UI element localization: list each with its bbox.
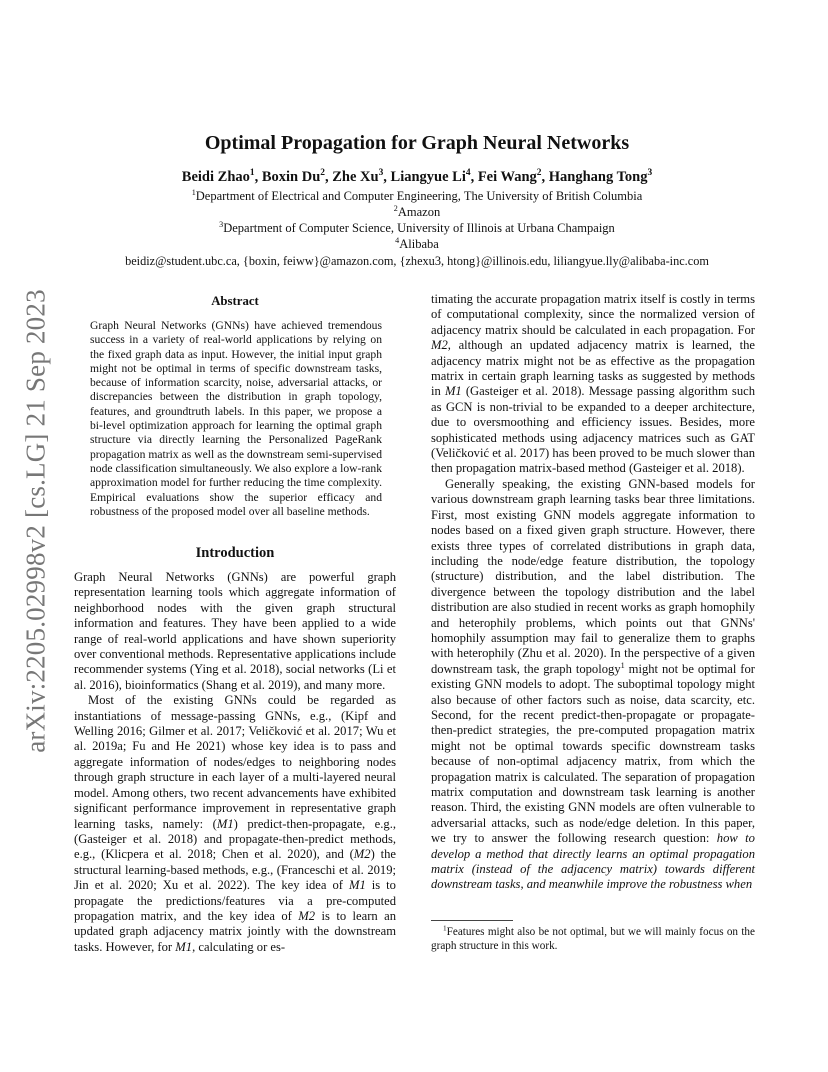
author: Zhe Xu$^3$ [332,168,384,185]
paper-header [70,130,764,269]
author: Beidi Zhao$^1$ [181,168,255,185]
right-paragraph-1: timating the accurate propagation matrix itself is costly in terms of computational complexity, since the normalized version of adjacency matrix should be calculated in each propagation. For M2, although an updated adjacency matrix is learned, the adjacency matrix might not be as effective as the propagation matrix in certain graph learning tasks as suggested by methods in M1 (Gasteiger et al. 2018). Message passing algorithm such as GCN is non-trivial to be expanded to a deeper architecture, due to oversmoothing and efficiency issues. Besides, more sophisticated methods using adjacency matrices such as GAT (Veličković et al. 2017) has been proved to be much slower than then propagation matrix-based method (Gasteiger et al. 2018). [431,292,755,476]
arxiv-sidebar-stamp [16,286,56,756]
intro-paragraph-2: Most of the existing GNNs could be regarded as instantiations of message-passing GNNs, e.g., (Kipf and Welling 2016; Gilmer et al. 2017; Veličković et al. 2017; Wu et al. 2019a; Fu and He 2021) whose key idea is to pass and aggregate information of nodes/edges to neighboring nodes through graph structure in each layer of a multi-layered neural model. Among others, two recent advancements have exhibited significant performance improvement in representative graph learning tasks, namely: (M1) predict-then-propagate, e.g., (Gasteiger et al. 2018) and propagate-then-predict methods, e.g., (Klicpera et al. 2018; Chen et al. 2020), and (M2) the structural learning-based methods, e.g., (Franceschi et al. 2019; Jin et al. 2020; Xu et al. 2022). The key idea of M1 is to propagate the predictions/features via a pre-computed propagation matrix, and the key idea of M2 is to learn an updated graph adjacency matrix jointly with the downstream tasks. However, for M1, calculating or es- [74,693,397,954]
author: Hanghang Tong$^3$ [548,168,653,185]
author: Liangyue Li$^4$ [390,168,471,185]
footnote-ref: 1 [620,660,625,670]
right-paragraph-2: Generally speaking, the existing GNN-based models for various downstream graph learning tasks bear three limitations. First, most existing GNN models aggregate information to nodes based on a fixed given graph structure. However, there exists three types of correlated distributions in graph data, including the node/edge feature distribution, the topology (structure) distribution, and the label distribution. The divergence between the topology distribution and the label distribution are also studied in recent works as graph homophily and heterophily problems, which points out that GNNs' homophily assumption may fail to generalize them to graphs with heterophily (Zhu et al. 2020). In the perspective of a given downstream task, the graph topology$^1$ might not be optimal for existing GNN models to adopt. The suboptimal topology might also because of other factors such as noise, data scarcity, etc. Second, for the recent predict-then-propagate or propagate-then-predict strategies, the pre-computed propagation matrix might not be optimal towards specific downstream tasks because of non-optimal adjacency matrix, from which the propagation matrix is calculated. The separation of propagation matrix computation and downstream task learning is another reason. Third, the existing GNN models are often vulnerable to adversarial attacks, such as node/edge deletion. In this paper, we try to answer the following research question: how to develop a method that directly learns an optimal propagation matrix (instead of the adjacency matrix) towards different downstream tasks, and meanwhile improve the robustness when [431,476,755,892]
research-question: how to develop a method that directly learns an optimal propagation matrix (instead of the adjacency matrix) towards different downstream tasks, and meanwhile improve the robustness when [431,831,755,892]
author-list: Beidi Zhao$^1$, Boxin Du$^2$, Zhe Xu$^3$, Liangyue Li$^4$, Fei Wang$^2$, Hanghang Tong$^3$ [181,168,653,185]
affiliation: $^2$Amazon [393,203,441,219]
abstract-text: Graph Neural Networks (GNNs) have achieved tremendous success in a variety of real-world applications by relying on the fixed graph data as input. However, the initial input graph might not be optimal in terms of specific downstream tasks, because of information scarcity, noise, adversarial attacks, or discrepancies between the distribution in graph topology, features, and groundtruth labels. In this paper, we propose a bi-level optimization approach for learning the optimal graph structure via directly learning the Personalized PageRank propagation matrix as well as the downstream semi-supervised node classification simultaneously. We also explore a low-rank approximation model for further reducing the time complexity. Empirical evaluations show the superior efficacy and robustness of the proposed model over all baseline methods. [90,319,382,518]
paper-title: Optimal Propagation for Graph Neural Networks [204,132,630,154]
author: Boxin Du$^2$ [261,168,325,185]
affiliation: $^4$Alibaba [395,235,439,251]
affiliation: $^1$Department of Electrical and Computer Engineering, The University of British Columbia [191,187,643,203]
arxiv-identifier: arXiv:2205.02998v2 [cs.LG] 21 Sep 2023 [20,289,51,753]
author: Fei Wang$^2$ [477,168,542,185]
introduction-heading: Introduction [195,545,275,561]
intro-paragraph-1: Graph Neural Networks (GNNs) are powerful graph representation learning tools which aggregate information of neighborhood nodes with the given graph structural information and features. They have been applied to a wide range of real-world applications and have shown superiority over conventional methods. Representative applications include recommender systems (Ying et al. 2018), social networks (Li et al. 2016), bioinformatics (Shang et al. 2019), and many more. [74,570,396,692]
author-emails: beidiz@student.ubc.ca, {boxin, feiww}@amazon.com, {zhexu3, htong}@illinois.edu, liliangyue.lly@alibaba-inc.com [125,254,709,268]
right-column-body [431,292,755,893]
abstract-heading: Abstract [211,294,259,308]
left-column-body [74,570,396,955]
affiliation: $^3$Department of Computer Science, University of Illinois at Urbana Champaign [219,219,615,235]
footnote: $^1$Features might also be not optimal, but we will mainly focus on the graph structure in this work. [431,924,755,952]
footnote-divider [431,920,513,921]
